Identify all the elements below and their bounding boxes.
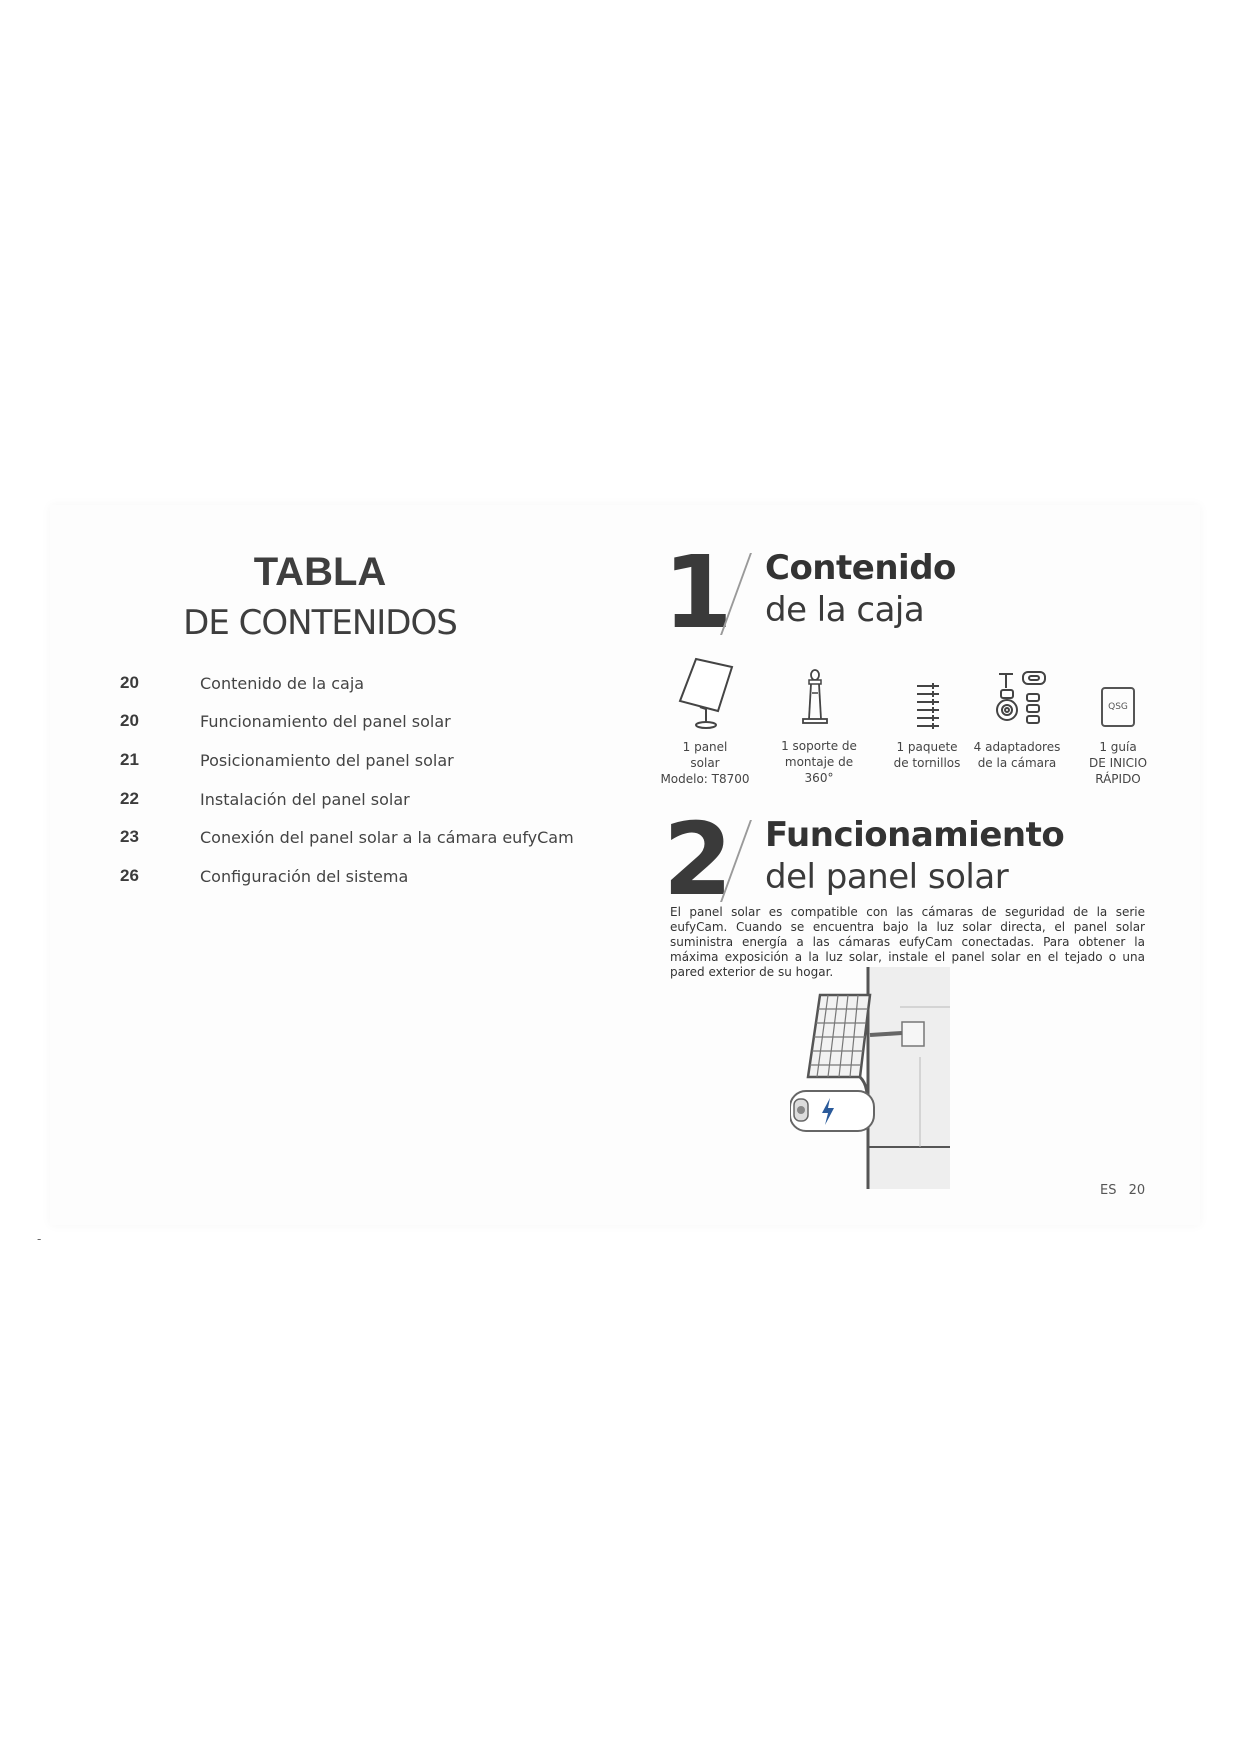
qsg-icon: QSG (1101, 687, 1135, 727)
toc-page-number: 23 (120, 827, 139, 846)
toc-entry[interactable] (110, 745, 454, 775)
toc-entry-label: Funcionamiento del panel solar (200, 711, 451, 731)
section-2-subtitle: del panel solar (765, 857, 1009, 897)
mount-icon (800, 669, 830, 727)
item-label-line: solar (690, 756, 720, 770)
section-1-title: Contenido (765, 548, 956, 588)
item-label-line: de la cámara (977, 756, 1057, 770)
toc-entry[interactable] (110, 784, 410, 814)
toc-entry-label: Posicionamiento del panel solar (200, 750, 454, 770)
page-footer (1100, 1183, 1145, 1198)
footer-page-number: 20 (1128, 1183, 1146, 1198)
item-label-line: DE INICIO (1088, 756, 1148, 770)
toc-page-number: 21 (120, 750, 139, 769)
item-label-line: 1 soporte de (781, 739, 857, 753)
toc-entry-label: Configuración del sistema (200, 866, 409, 886)
item-label-line: Modelo: T8700 (660, 772, 750, 786)
item-label-line: montaje de (784, 755, 854, 769)
stray-mark: - (37, 1232, 42, 1246)
adapters-icon (993, 668, 1053, 730)
item-label-line: 1 panel (682, 740, 728, 754)
toc-title-light: DE CONTENIDOS (183, 603, 457, 643)
section-2-paragraph: El panel solar es compatible con las cámaras de seguridad de la serie eufyCam. Cuando se encuentra bajo la luz solar directa, el panel solar suministra energía a las cámaras eufyCam conectadas. Para obtener la máxima exposición a la luz solar, instale el panel solar en el tejado o una pared exterior de su hogar. (670, 905, 1145, 979)
toc-entry[interactable] (110, 668, 364, 698)
toc-entry-label: Conexión del panel solar a la cámara eufyCam (200, 827, 574, 847)
item-label-line: 360° (804, 771, 834, 785)
screws-icon (913, 682, 943, 730)
item-label-line: 4 adaptadores (973, 740, 1061, 754)
toc-page-number: 20 (120, 711, 139, 730)
item-label-line: 1 paquete (896, 740, 958, 754)
toc-entry-label: Instalación del panel solar (200, 789, 410, 809)
toc-entry[interactable] (110, 706, 451, 736)
toc-entry-label: Contenido de la caja (200, 673, 365, 693)
section-1-number: 1 (663, 534, 733, 651)
toc-page-number: 20 (120, 673, 139, 692)
solar-panel-camera-illustration (790, 967, 950, 1189)
toc-entry[interactable] (110, 861, 408, 891)
footer-language: ES (1100, 1183, 1117, 1198)
toc-page-number: 26 (120, 866, 139, 885)
item-label-line: 1 guía (1099, 740, 1137, 754)
toc-entry[interactable] (110, 822, 574, 852)
section-1-subtitle: de la caja (765, 590, 925, 630)
section-2-number: 2 (663, 801, 733, 918)
item-label-line: de tornillos (893, 756, 961, 770)
toc-page-number: 22 (120, 789, 139, 808)
item-label-line: RÁPIDO (1095, 772, 1141, 786)
solar-panel-icon (676, 657, 740, 731)
section-2-title: Funcionamiento (765, 815, 1065, 855)
toc-title-bold: TABLA (253, 550, 387, 594)
